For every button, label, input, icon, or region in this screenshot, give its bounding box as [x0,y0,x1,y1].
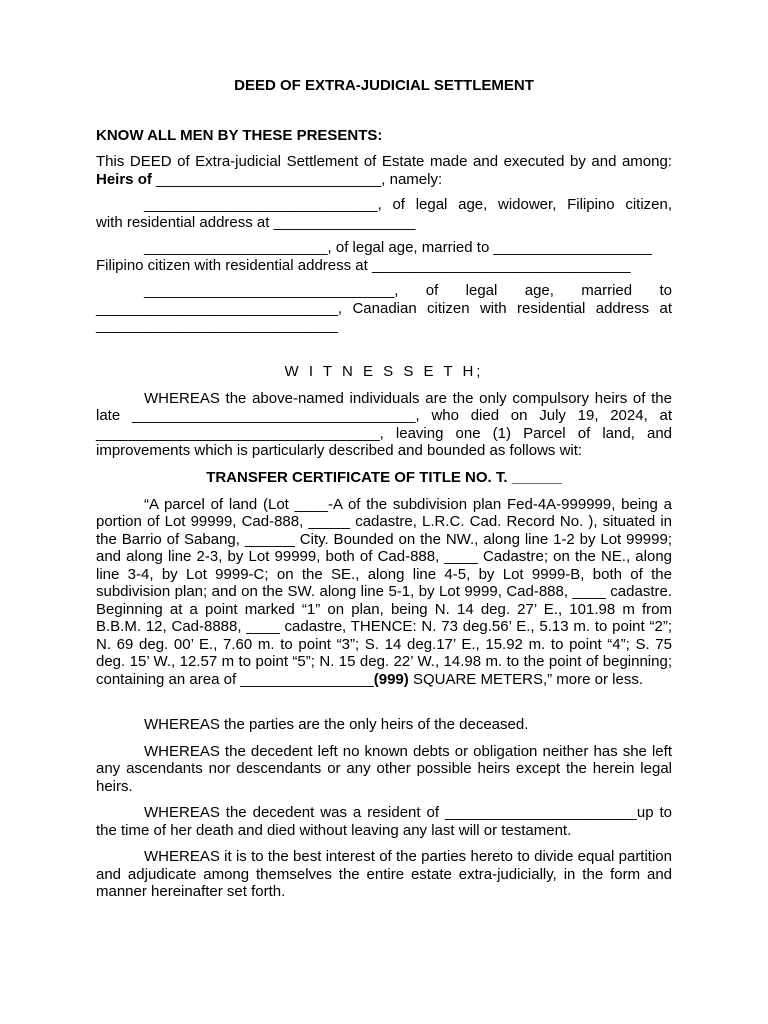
tct-heading: TRANSFER CERTIFICATE OF TITLE NO. T. ______ [206,468,562,486]
land-description-tail: SQUARE METERS,” more or less. [408,670,643,688]
intro-paragraph [96,153,672,188]
party-1 [96,196,672,231]
document-title: DEED OF EXTRA-JUDICIAL SETTLEMENT [234,77,534,94]
party-3 [96,282,672,335]
party-3-line-2: _____________________________, Canadian citizen with residential address at [96,299,672,317]
land-description-paragraph [96,496,672,689]
party-3-line-1: ______________________________, of legal age, married to [144,282,672,299]
land-area-value: (999) [373,670,409,688]
intro-prefix: This DEED of Extra-judicial Settlement of Estate made and executed by and among: [96,153,672,170]
whereas-only-heirs: WHEREAS the parties are the only heirs of the deceased. [144,716,529,733]
party-2 [96,239,672,274]
intro-heirs-label: Heirs of [96,170,152,188]
party-3-line-3: _____________________________ [96,317,338,334]
whereas-partition: WHEREAS it is to the best interest of the parties hereto to divide equal partition and adjudicate among themselves the entire estate extra-judicially, in the form and manner hereinafter set forth. [96,848,672,900]
intro-suffix: ___________________________, namely: [151,170,443,188]
party-2-line-1: ______________________, of legal age, married to ___________________ [144,239,652,256]
land-description-main: “A parcel of land (Lot ____-A of the subdivision plan Fed-4A-999999, being a portion of Lot 99999, Cad-888, _____ cadastre, L.R.C. Cad. Record No. ), situated in the Barrio of Sabang, ______ City. Bounded on the NW., along line 1-2 by Lot 99999; and along line 2-3, by Lot 99999, both of Cad-888, ____ Cadastre; on the NE., along line 3-4, by Lot 9999-C; on the SE., along line 4-5, by Lot 9999-B, both of the subdivision plan; and on the SW. along line 5-1, by Lot 9999, Cad-888, ____ cadastre. Beginning at a point marked “1” on plan, being N. 14 deg. 27’ E., 101.98 m from B.B.M. 12, Cad-8888, ____ cadastre, THENCE: N. 73 deg.56’ E., 5.13 m. to point “2”; N. 69 deg. 00’ E., 7.60 m. to point “3”; S. 14 deg.17’ E., 15.92 m. to point “4”; S. 75 deg. 15’ W., 12.57 m to point “5”; N. 15 deg. 22’ W., 14.98 m. to the point of beginning; containing an area of ________________ [96,495,672,688]
witnesseth-heading: W I T N E S S E T H; [284,362,484,380]
preamble-heading: KNOW ALL MEN BY THESE PRESENTS: [96,127,383,144]
whereas-no-debts: WHEREAS the decedent left no known debts or obligation neither has she left any ascendants nor descendants or any other possible heirs except the herein legal heirs. [96,742,672,795]
party-1-line-1: ____________________________, of legal age, widower, Filipino citizen, [144,196,672,213]
party-1-line-2: with residential address at _________________ [96,213,416,231]
whereas-residence: WHEREAS the decedent was a resident of _______________________up to the time of her death and died without leaving any last will or testament. [96,804,672,839]
party-2-line-2: Filipino citizen with residential address at _______________________________ [96,256,631,274]
whereas-heirs-paragraph: WHEREAS the above-named individuals are the only compulsory heirs of the late __________________________________, who died on July 19, 2024, at __________________________________, leaving one (1) Parcel of land, and improvements which is particularly described and bounded as follows wit: [96,389,672,459]
